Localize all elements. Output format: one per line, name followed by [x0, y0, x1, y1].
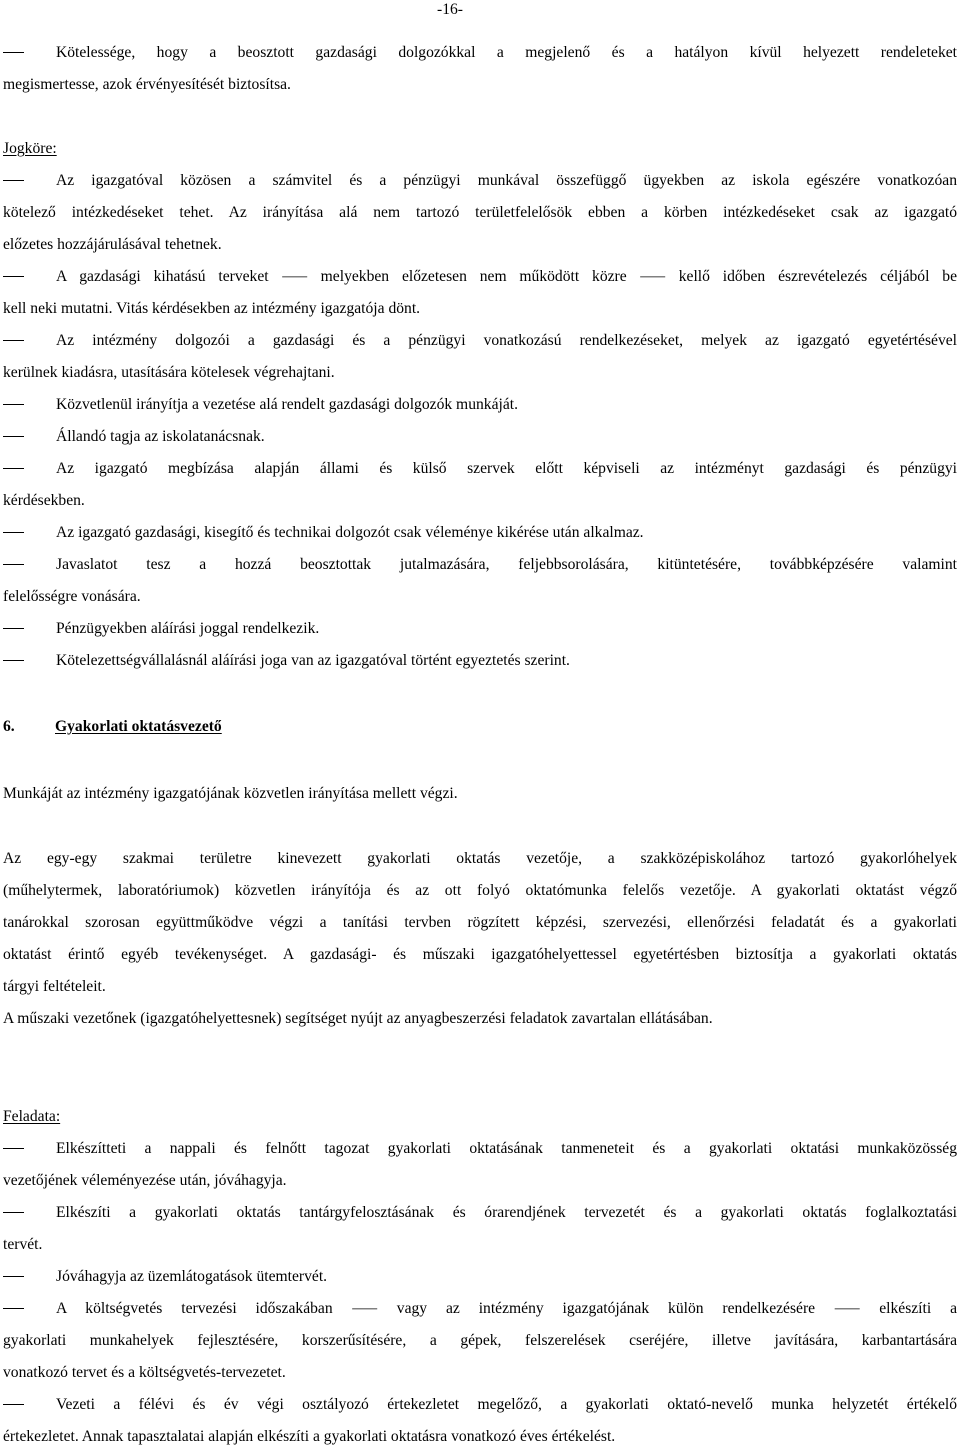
paragraph-line: felelősségre vonására. [3, 588, 141, 605]
paragraph-line: oktatást érintő egyéb tevékenységet. A gazdasági- és műszaki igazgatóhelyettessel egyetértésben biztosítja a gyakorlati oktatás [3, 946, 957, 963]
paragraph-line: Munkáját az intézmény igazgatójának közvetlen irányítása mellett végzi. [3, 785, 458, 802]
list-item [3, 554, 957, 576]
dash-bullet [3, 1148, 24, 1149]
line-text: A költségvetés tervezési időszakában ⸺ vagy az intézmény igazgatójának külön rendelkezésére ⸺ elkészíti a [56, 1300, 957, 1317]
list-item [3, 426, 957, 448]
dash-bullet [3, 404, 24, 405]
section-heading [3, 716, 957, 738]
paragraph-line: előzetes hozzájárulásával tehetnek. [3, 236, 222, 253]
paragraph-line: kötelező intézkedéseket tehet. Az irányítása alá nem tartozó területfelelősök ebben a körben intézkedéseket csak az igazgató [3, 204, 957, 221]
list-item [3, 1266, 957, 1288]
line-text: Az igazgató gazdasági, kisegítő és technikai dolgozót csak véleménye kikérése után alkalmaz. [56, 524, 644, 541]
dash-bullet [3, 1308, 24, 1309]
dash-bullet [3, 532, 24, 533]
paragraph-line: (műhelytermek, laboratóriumok) közvetlen irányítója és az ott folyó oktatómunka felelős vezetője. A gyakorlati oktatást végző [3, 882, 957, 899]
line-text: Pénzügyekben aláírási joggal rendelkezik. [56, 620, 320, 637]
list-item [3, 330, 957, 352]
paragraph-line: értekezletet. Annak tapasztalatai alapján elkészíti a gyakorlati oktatásra vonatkozó éves értékelést. [3, 1428, 616, 1445]
line-text: Állandó tagja az iskolatanácsnak. [56, 428, 265, 445]
dash-bullet [3, 660, 24, 661]
paragraph-line: gyakorlati munkahelyek fejlesztésére, korszerűsítésére, a gépek, felszerelések cseréjére, illetve javítására, karbantartására [3, 1332, 957, 1349]
paragraph-line: kerülnek kiadásra, utasítására kötelesek végrehajtani. [3, 364, 335, 381]
paragraph-line: tanárokkal szorosan együttműködve végzi a tanítási tervben rögzített képzési, szervezési, ellenőrzési feladatát és a gyakorlati [3, 914, 957, 931]
line-text: Elkészíti a gyakorlati oktatás tantárgyfelosztásának és órarendjének tervezetét és a gyakorlati oktatás foglalkoztatási [56, 1204, 957, 1221]
dash-bullet [3, 1276, 24, 1277]
line-text: Elkészítteti a nappali és felnőtt tagozat gyakorlati oktatásának tanmeneteit és a gyakorlati oktatási munkaközösség [56, 1140, 957, 1157]
line-text: Vezeti a félévi és év végi osztályozó értekezletet megelőző, a gyakorlati oktató-nevelő munka helyzetét értékelő [56, 1396, 957, 1413]
list-item [3, 266, 957, 288]
paragraph-line: Az egy-egy szakmai területre kinevezett gyakorlati oktatás vezetője, a szakközépiskolához tartozó gyakorlóhelyek [3, 850, 957, 867]
dash-bullet [3, 436, 24, 437]
line-text: Az igazgatóval közösen a számvitel és a pénzügyi munkával összefüggő ügyekben az iskola egészére vonatkozóan [56, 172, 957, 189]
line-text: Az intézmény dolgozói a gazdasági és a pénzügyi vonatkozású rendelkezéseket, melyek az igazgató egyetértésével [56, 332, 957, 349]
list-item [3, 650, 957, 672]
paragraph-line: megismertesse, azok érvényesítését biztosítsa. [3, 76, 291, 93]
section-heading-jogkore [3, 138, 957, 160]
heading-text: Feladata: [3, 1108, 61, 1125]
list-item [3, 458, 957, 480]
list-item [3, 170, 957, 192]
paragraph-line: kérdésekben. [3, 492, 85, 509]
line-text: Javaslatot tesz a hozzá beosztottak jutalmazására, feljebbsorolására, kitüntetésére, továbbképzésére valamint [56, 556, 957, 573]
dash-bullet [3, 468, 24, 469]
dash-bullet [3, 276, 24, 277]
list-item [3, 522, 957, 544]
line-text: Közvetlenül irányítja a vezetése alá rendelt gazdasági dolgozók munkáját. [56, 396, 518, 413]
section-number: 6. [3, 718, 15, 735]
line-text: Kötelessége, hogy a beosztott gazdasági dolgozókkal a megjelenő és a hatályon kívül helyezett rendeleteket [56, 44, 957, 61]
list-item [3, 1394, 957, 1416]
dash-bullet [3, 340, 24, 341]
line-text: Kötelezettségvállalásnál aláírási joga van az igazgatóval történt egyeztetés szerint. [56, 652, 570, 669]
dash-bullet [3, 564, 24, 565]
section-title: Gyakorlati oktatásvezető [55, 718, 222, 735]
list-item [3, 1298, 957, 1320]
line-text: Az igazgató megbízása alapján állami és külső szervek előtt képviseli az intézményt gazdasági és pénzügyi [56, 460, 957, 477]
section-heading-feladata [3, 1106, 957, 1128]
line-text: Jóváhagyja az üzemlátogatások ütemtervét. [56, 1268, 328, 1285]
dash-bullet [3, 52, 24, 53]
paragraph-line: kell neki mutatni. Vitás kérdésekben az intézmény igazgatója dönt. [3, 300, 421, 317]
dash-bullet [3, 628, 24, 629]
list-item [3, 394, 957, 416]
list-item [3, 1138, 957, 1160]
dash-bullet [3, 1404, 24, 1405]
paragraph-line: tervét. [3, 1236, 43, 1253]
paragraph-line: vezetőjének véleményezése után, jóváhagyja. [3, 1172, 287, 1189]
list-item [3, 1202, 957, 1224]
paragraph-line: tárgyi feltételeit. [3, 978, 106, 995]
dash-bullet [3, 180, 24, 181]
dash-bullet [3, 1212, 24, 1213]
list-item [3, 618, 957, 640]
line-text: A gazdasági kihatású terveket ⸺ melyekben előzetesen nem működött közre ⸺ kellő időben észrevételezés céljából be [56, 268, 957, 285]
heading-text: Jogköre: [3, 140, 57, 157]
page-number: -16- [437, 1, 463, 18]
paragraph-line: A műszaki vezetőnek (igazgatóhelyettesnek) segítséget nyújt az anyagbeszerzési feladatok zavartalan ellátásában. [3, 1010, 713, 1027]
paragraph-line: vonatkozó tervet és a költségvetés-tervezetet. [3, 1364, 286, 1381]
paragraph-line [3, 42, 957, 64]
